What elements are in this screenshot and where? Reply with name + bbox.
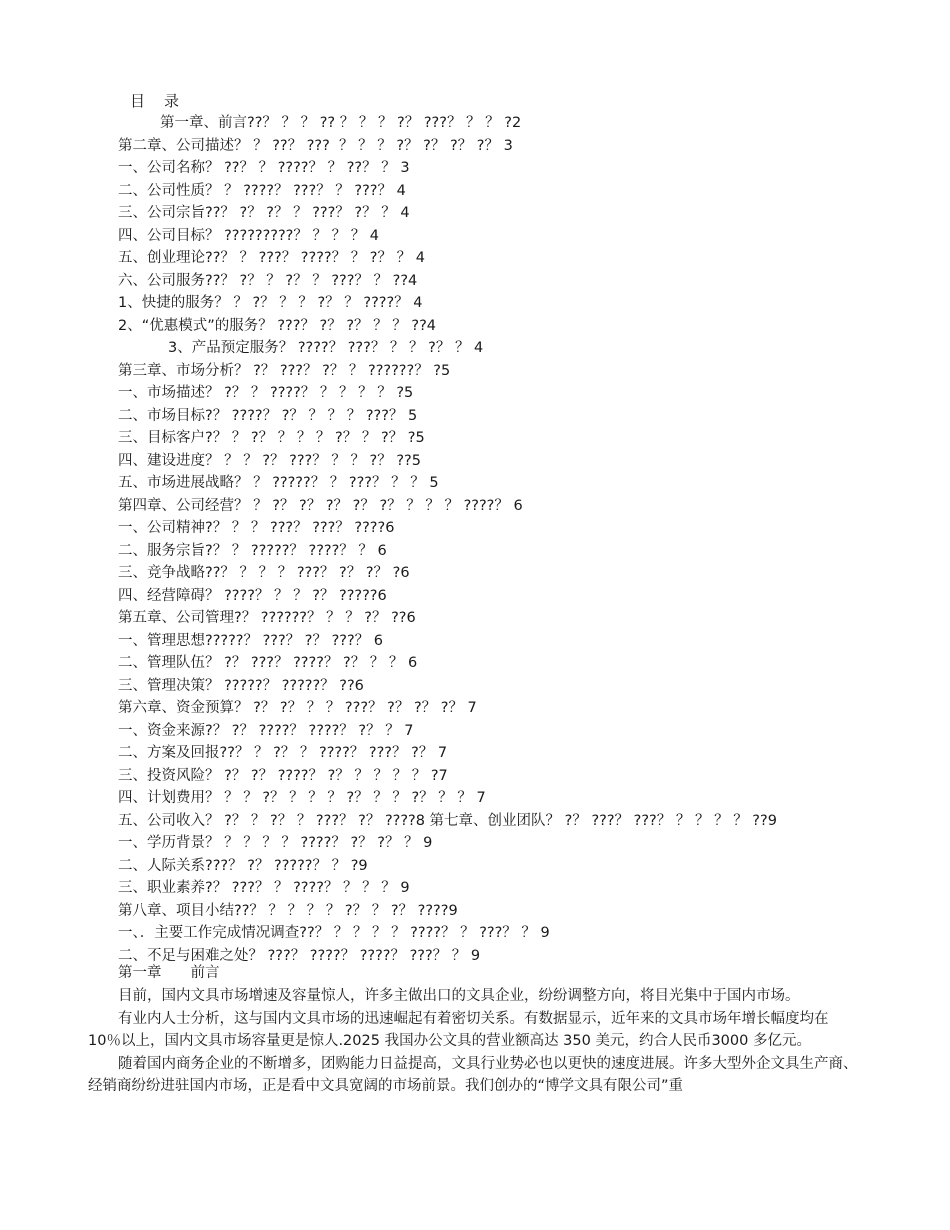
body-paragraph: 有业内人士分析，这与国内文具市场的迅速崛起有着密切关系。有数据显示，近年来的文具市场年增长幅度均在 10％以上，国内文具市场容量更是惊人.2025 我国办公文具的营业额高达 350 美元，约合人民币3000 多亿元。: [88, 1010, 829, 1049]
toc-entry: 二、人际关系???？ ?？ ?????？ ？ ?9: [118, 857, 368, 874]
toc-entry: 四、公司目标？ ?????????？ ？ ？ ？ 4: [118, 227, 380, 244]
toc-entry: 2、“优惠模式”的服务？ ???？ ?？ ?？ ？ ？ ??4: [118, 317, 437, 334]
toc-entry: 三、职业素养?？ ???？ ？ ????？ ？ ？ ？ 9: [118, 880, 410, 896]
toc-entry: 三、管理决策？ ?????？ ?????？ ??6: [118, 677, 364, 694]
toc-entry: 一、公司名称？ ??？ ？ ????？ ？ ??？ ？ 3: [118, 160, 410, 176]
toc-entry: 五、市场进展战略？ ？ ?????？ ？ ???？ ？ ？ 5: [118, 475, 439, 491]
toc-entry: 三、竞争战略??？ ？ ？ ？ ???？ ?？ ?？ ?6: [118, 565, 410, 581]
toc-entry: 一、公司精神?？ ？ ？ ???？ ???？ ????6: [118, 520, 395, 536]
toc-entry: 二、公司性质？ ？ ????？ ???？ ？ ???？ 4: [118, 182, 406, 199]
toc-entry: 一、资金来源?？ ?？ ????？ ????？ ?？ ？ 7: [118, 722, 414, 739]
toc-entry: 第三章、市场分析？ ?？ ???？ ?？ ？ ??????？ ?5: [118, 362, 451, 379]
toc-entry: 二、方案及回报??？ ？ ?？ ？ ????？ ???？ ?？ 7: [118, 745, 448, 761]
toc-entry: 四、计划费用？ ？ ？ ?？ ？ ？ ？ ?？ ？ ？ ?？ ？ ？ 7: [118, 790, 486, 806]
toc-title: 目 录: [130, 92, 182, 110]
toc-entry: 第二章、公司描述？ ？ ??？ ??? ？ ？ ？ ?？ ?？ ?？ ?？ 3: [118, 137, 513, 154]
toc-entry: 一、．主要工作完成情况调查??？ ？ ？ ？ ？ ????？ ？ ???？ ？ 9: [118, 925, 550, 941]
toc-entry: 三、公司宗旨??？ ?？ ?？ ？ ???？ ?？ ？ 4: [118, 205, 410, 221]
toc-entry: 3、产品预定服务？ ????？ ???？ ？ ？ ?？ ？ 4: [168, 340, 484, 356]
toc-entry: 三、投资风险？ ?？ ?？ ????？ ?？ ？ ？ ？ ？ ?7: [118, 767, 448, 784]
toc-entry: 第五章、公司管理?？ ??????？ ？ ？ ?？ ??6: [118, 610, 416, 626]
body-paragraph: 目前，国内文具市场增速及容量惊人，许多主做出口的文具企业，纷纷调整方向，将目光集中于国内市场。: [118, 988, 800, 1004]
toc-entry: 三、目标客户?？ ？ ?？ ？ ？ ？ ?？ ？ ?？ ?5: [118, 430, 425, 446]
toc-entry: 二、市场目标?？ ????？ ?？ ？ ？ ？ ???？ 5: [118, 407, 418, 424]
toc-entry: 二、不足与困难之处？ ???？ ????？ ????？ ???？ ？ 9: [118, 947, 481, 964]
toc-entry: 第八章、项目小结??？ ？ ？ ？ ？ ?？ ？ ?？ ????9: [118, 902, 458, 919]
toc-entry: 一、学历背景？ ？ ？ ？ ？ ????？ ?？ ?？ ？ 9: [118, 835, 433, 851]
toc-entry: 一、市场描述？ ?？ ？ ????？ ？ ？ ？ ？ ?5: [118, 385, 414, 401]
toc-entry: 四、经营障碍？ ????？ ？ ？ ?？ ?????6: [118, 587, 387, 604]
toc-entry: 第四章、公司经营？ ？ ?？ ?？ ?？ ?？ ?？ ？ ？ ？ ????？ 6: [118, 497, 523, 514]
table-of-contents: [118, 112, 878, 967]
toc-entry: 四、建设进度？ ？ ？ ?？ ???？ ？ ？ ?？ ??5: [118, 452, 421, 469]
toc-entry: 五、公司收入？ ?？ ？ ?？ ？ ???？ ?？ ????8 第七章、创业团队？ ?？ ???？ ???？ ？ ？ ？ ？ ??9: [118, 812, 777, 829]
toc-entry: 二、服务宗旨?？ ？ ?????？ ????？ ？ 6: [118, 542, 387, 559]
toc-entry: 1、快捷的服务？ ？ ?？ ？ ？ ?？ ？ ????？ 4: [118, 295, 423, 311]
chapter-heading: 第一章 前言: [118, 965, 220, 981]
toc-entry: 六、公司服务??？ ?？ ？ ?？ ？ ???？ ？ ??4: [118, 272, 418, 289]
toc-entry: 第六章、资金预算？ ?？ ?？ ？ ？ ???？ ?？ ?？ ?？ 7: [118, 700, 477, 716]
toc-entry: 五、创业理论??？ ？ ???？ ????？ ？ ?？ ？ 4: [118, 250, 425, 266]
toc-entry: 一、管理思想?????？ ???？ ?？ ???？ 6: [118, 632, 384, 649]
toc-entry: 第一章、前言??？ ？ ？ ?? ？ ？ ？ ?？ ???？ ？ ？ ?2: [160, 115, 522, 131]
toc-entry: 二、管理队伍？ ?？ ???？ ????？ ?？ ？ ？ 6: [118, 655, 418, 671]
body-paragraph: 随着国内商务企业的不断增多，团购能力日益提高，文具行业势必也以更快的速度进展。许多大型外企文具生产商、经销商纷纷进驻国内市场，正是看中文具宽阔的市场前景。我们创办的“博学文具有限公司”重: [88, 1055, 858, 1094]
chapter-body: [88, 985, 858, 1098]
